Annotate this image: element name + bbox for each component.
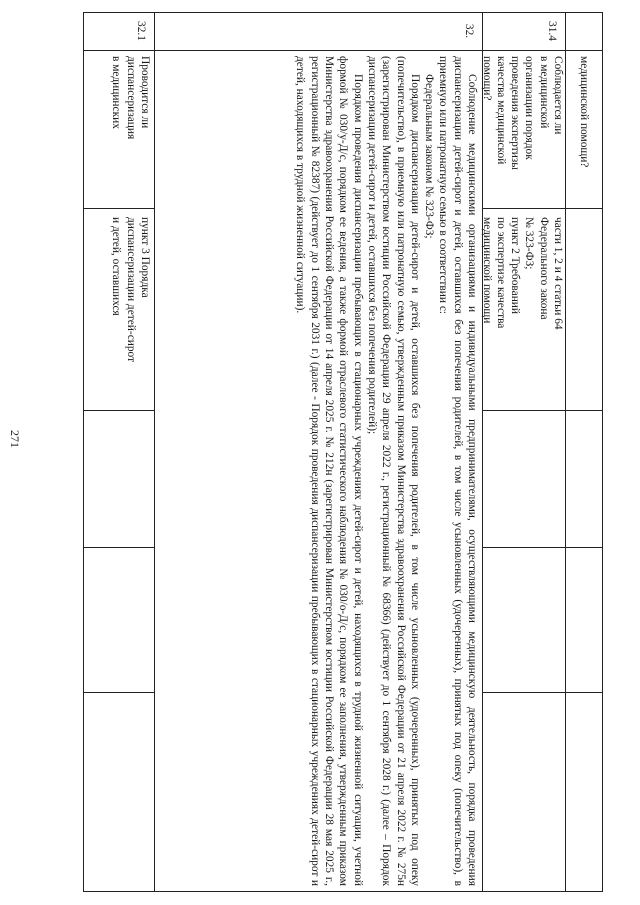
checklist-table bbox=[83, 12, 603, 892]
row1-basis: части 1, 2 и 4 статьи 64 Федерального закона № 323-ФЗ; пункт 2 Требований по экспертизе качества медицинской помощи bbox=[480, 217, 564, 330]
column-divider bbox=[483, 208, 603, 209]
column-divider bbox=[83, 50, 603, 51]
column-divider bbox=[483, 547, 603, 548]
column-divider bbox=[83, 410, 155, 411]
row-divider bbox=[565, 12, 566, 892]
column-divider bbox=[83, 208, 155, 209]
row0-question: медицинской помощи? bbox=[578, 56, 590, 168]
row1-question: Соблюдается ли в медицинской организации порядок проведения экспертизы качества медицинской помощи? bbox=[480, 56, 564, 170]
column-divider bbox=[483, 692, 603, 693]
row2-text bbox=[293, 56, 479, 886]
row1-number: 31.4 bbox=[546, 21, 558, 41]
table-border-top bbox=[602, 12, 603, 892]
row2-number: 32. bbox=[463, 23, 475, 39]
column-divider bbox=[483, 410, 603, 411]
row3-number: 32.1 bbox=[135, 21, 147, 41]
row2-paragraph: Федеральным законом № 323-ФЗ; bbox=[423, 74, 436, 239]
column-divider bbox=[83, 547, 155, 548]
page-number: 271 bbox=[8, 430, 22, 448]
table-border-left bbox=[83, 12, 603, 13]
row2-paragraph: Порядком диспансеризации детей-сирот и детей, оставшихся без попечения родителей, в том числе усыновленных (удочеренных), принятых под опеку (попечительство), в приемную или патронатную семью, утвержденным приказом Министерства здравоохранения Российской Федерации от 21 апреля 2022 г. № 275н (зарегистрирован Министерством юстиции Российской Федерации 29 апреля 2022 г., регистрационный № 68366) (действует до 1 сентября 2028 г.) (далее – Порядок диспансеризации детей-сирот и детей, оставшихся без попечения родителей); bbox=[365, 56, 421, 886]
row3-basis: пункт 3 Порядка диспансеризации детей-сирот и детей, оставшихся bbox=[110, 217, 151, 363]
row3-question: Проводится ли диспансеризация в медицинских bbox=[110, 56, 151, 140]
column-divider bbox=[83, 692, 155, 693]
row2-paragraph: Соблюдение медицинскими организациями и индивидуальными предпринимателями, осуществляющими медицинскую деятельность, порядка проведения диспансеризации детей-сирот и детей, оставшихся без попечения родителей, в том числе усыновленных (удочеренных), принятых под опеку (попечительство), в приемную или патронатную семью в соответствии с: bbox=[437, 56, 478, 886]
table-border-right bbox=[83, 891, 603, 892]
row-divider bbox=[154, 12, 155, 892]
table-border-bottom bbox=[83, 12, 84, 892]
row2-paragraph: Порядком проведения диспансеризации пребывающих в стационарных учреждениях детей-сирот и детей, находящихся в трудной жизненной ситуации, учетной формой № 030/у-Д/с, порядком ее ведения, а также формой отраслевого статистического наблюдения № 030/о-Д/с, порядком ее заполнения, утвержденным приказом Министерства здравоохранения Российской Федерации от 14 апреля 2025 г. № 212н (зарегистрирован Министерством юстиции Российской Федерации 28 мая 2025 г., регистрационный № 82387) (действует до 1 сентября 2031 г.) (далее - Порядок проведения диспансеризации пребывающих в стационарных учреждениях детей-сирот и детей, находящихся в трудной жизненной ситуации). bbox=[294, 56, 364, 886]
